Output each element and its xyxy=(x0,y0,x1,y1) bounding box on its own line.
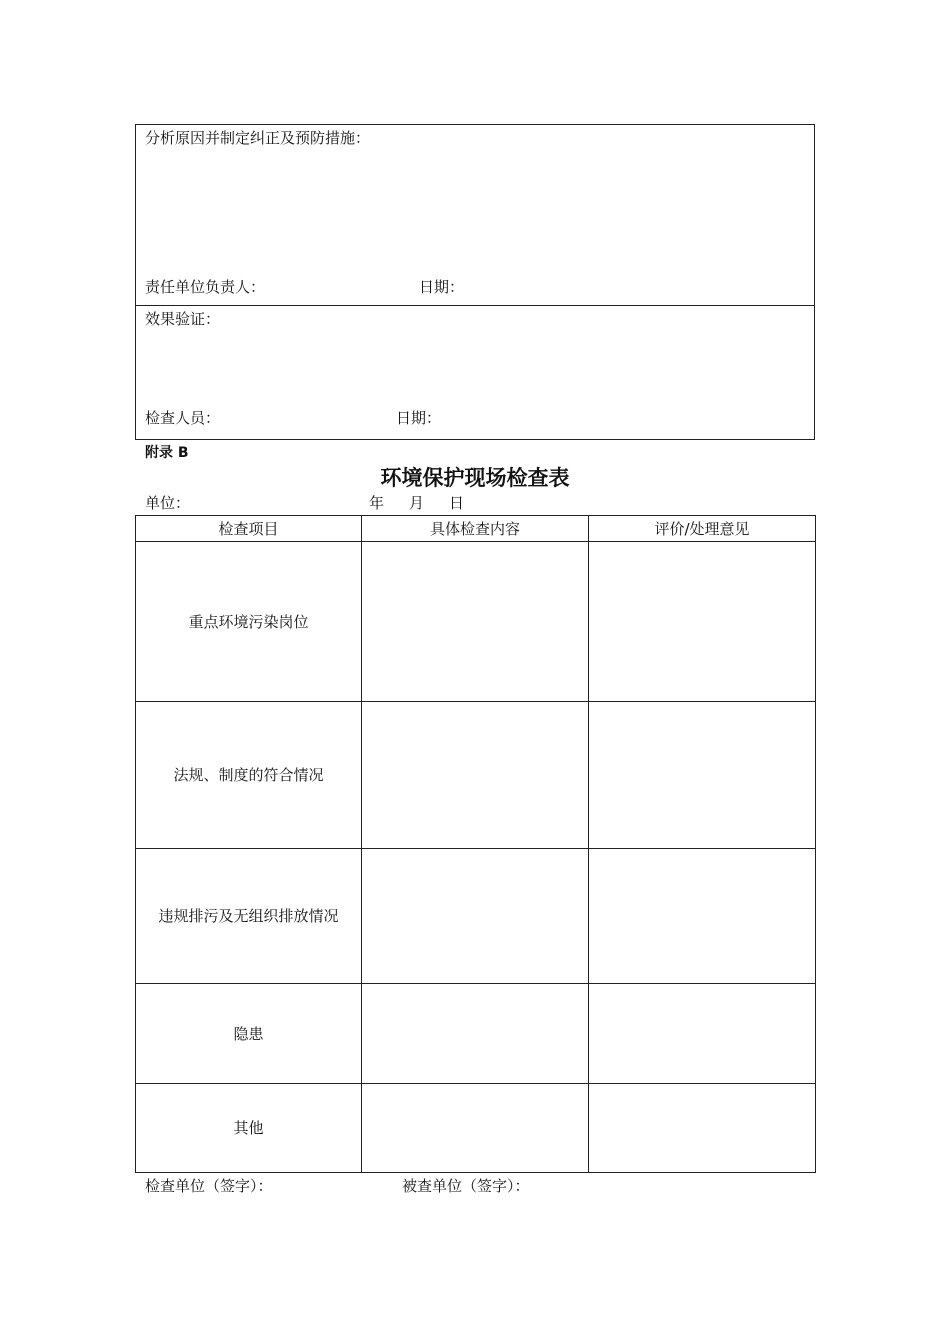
table-row xyxy=(136,849,816,984)
verification-date-label: 日期： xyxy=(396,409,442,427)
table-row xyxy=(136,984,816,1084)
unit-label: 单位： xyxy=(145,494,191,512)
header-evaluation-opinion: 评价/处理意见 xyxy=(589,516,816,542)
table-row xyxy=(136,702,816,849)
year-label: 年 xyxy=(369,494,385,512)
inspected-unit-signature-label: 被查单位（签字）： xyxy=(402,1177,530,1195)
verification-label: 效果验证： xyxy=(145,310,221,328)
item-cell: 法规、制度的符合情况 xyxy=(136,702,362,849)
table-row xyxy=(136,1084,816,1173)
section-divider xyxy=(136,305,814,306)
content-cell[interactable] xyxy=(362,702,589,849)
inspecting-unit-signature-label: 检查单位（签字）： xyxy=(145,1177,273,1195)
header-inspection-item: 检查项目 xyxy=(136,516,362,542)
opinion-cell[interactable] xyxy=(589,542,816,702)
form-title: 环境保护现场检查表 xyxy=(380,466,570,490)
opinion-cell[interactable] xyxy=(589,984,816,1084)
opinion-cell[interactable] xyxy=(589,849,816,984)
opinion-cell[interactable] xyxy=(589,702,816,849)
content-cell[interactable] xyxy=(362,984,589,1084)
inspection-table xyxy=(135,515,816,1173)
responsible-person-label: 责任单位负责人： xyxy=(145,278,266,296)
table-header-row xyxy=(136,516,816,542)
inspector-label: 检查人员： xyxy=(145,409,221,427)
opinion-cell[interactable] xyxy=(589,1084,816,1173)
day-label: 日 xyxy=(449,494,465,512)
item-cell: 重点环境污染岗位 xyxy=(136,542,362,702)
item-cell: 其他 xyxy=(136,1084,362,1173)
month-label: 月 xyxy=(409,494,425,512)
content-cell[interactable] xyxy=(362,849,589,984)
content-cell[interactable] xyxy=(362,1084,589,1173)
content-cell[interactable] xyxy=(362,542,589,702)
corrective-date-label: 日期： xyxy=(419,278,465,296)
item-cell: 隐患 xyxy=(136,984,362,1084)
appendix-label: 附录 B xyxy=(145,445,189,461)
item-cell: 违规排污及无组织排放情况 xyxy=(136,849,362,984)
analysis-label: 分析原因并制定纠正及预防措施： xyxy=(145,129,371,147)
header-inspection-content: 具体检查内容 xyxy=(362,516,589,542)
table-row xyxy=(136,542,816,702)
